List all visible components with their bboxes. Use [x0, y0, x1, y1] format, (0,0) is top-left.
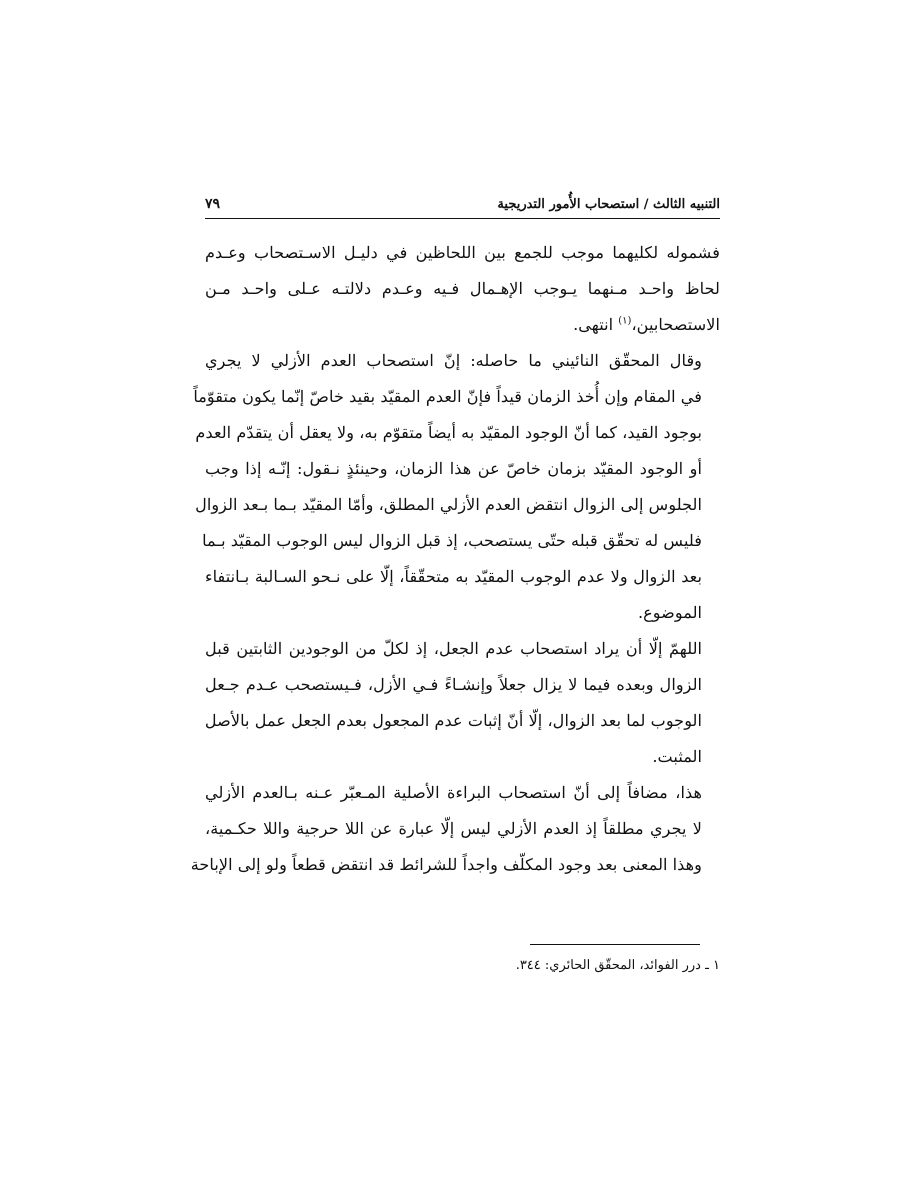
footnote-reference[interactable]: (١)	[618, 315, 632, 327]
text-line: هذا، مضافاً إلى أنّ استصحاب البراءة الأصلية المـعبّر عـنه بـالعدم الأزلي	[205, 783, 702, 802]
text-line: الزوال وبعده فيما لا يزال جعلاً وإنشـاءً فـي الأزل، فـيستصحب عـدم جـعل	[205, 675, 702, 694]
text-line: وهذا المعنى بعد وجود المكلّف واجداً للشرائط قد انتقض قطعاً ولو إلى الإباحة	[190, 855, 702, 874]
paragraph-1	[205, 235, 720, 343]
footnote-separator	[530, 944, 700, 945]
text-line: الموضوع.	[637, 603, 702, 622]
text-line: الجلوس إلى الزوال انتقض العدم الأزلي المطلق، وأمّا المقيّد بـما بـعد الزوال	[195, 495, 702, 514]
text-line: لحاظ واحـد مـنهما يـوجب الإهـمال فـيه وعـدم دلالتـه عـلى واحـد مـن	[205, 279, 720, 298]
text-segment: وقال المحقّق النائيني	[551, 351, 702, 370]
text-segment: الاستصحابين،	[631, 315, 720, 334]
running-header-title: التنبيه الثالث / استصحاب الأُمور التدريجية	[497, 197, 720, 212]
text-line: بعد الزوال ولا عدم الوجوب المقيّد به متحقّقاً، إلّا على نـحو السـالبة بـانتفاء	[205, 567, 702, 586]
running-header	[205, 196, 720, 219]
paragraph-4	[190, 775, 720, 883]
text-line: أو الوجود المقيّد بزمان خاصّ عن هذا الزمان، وحينئذٍ نـقول: إنّـه إذا وجب	[205, 459, 702, 478]
page-content	[190, 196, 720, 883]
text-line: فليس له تحقّق قبله حتّى يستصحب، إذ قبل الزوال ليس الوجوب المقيّد بـما	[202, 531, 702, 550]
text-segment: انتهى.	[573, 315, 619, 334]
text-line: الوجوب لما بعد الزوال، إلّا أنّ إثبات عدم المجعول بعدم الجعل عمل بالأصل	[204, 711, 702, 730]
paragraph-3	[205, 631, 720, 775]
body-text	[190, 235, 720, 883]
footnote: ١ ـ درر الفوائد، المحقّق الحائري: ٣٤٤.	[515, 958, 720, 973]
text-line: المثبت.	[652, 747, 702, 766]
text-line: اللهمّ إلّا أن يراد استصحاب عدم الجعل، إذ لكلّ من الوجودين الثابتين قبل	[205, 639, 702, 658]
page-number: ٧٩	[205, 196, 221, 212]
text-segment: ما حاصله: إنّ استصحاب العدم الأزلي لا يجري	[205, 351, 552, 370]
text-line: في المقام وإن أُخذ الزمان قيداً فإنّ العدم المقيّد بقيد خاصّ إنّما يكون متقوّماً	[193, 387, 702, 406]
text-line: لا يجري مطلقاً إذ العدم الأزلي ليس إلّا عبارة عن اللا حرجية واللا حكـمية،	[205, 819, 702, 838]
paragraph-2	[193, 343, 720, 631]
text-line: بوجود القيد، كما أنّ الوجود المقيّد به أيضاً متقوّم به، ولا يعقل أن يتقدّم العدم	[195, 423, 702, 442]
text-line: فشموله لكليهما موجب للجمع بين اللحاظين في دليـل الاسـتصحاب وعـدم	[205, 243, 720, 262]
text-line	[205, 307, 720, 343]
text-line	[205, 343, 720, 379]
